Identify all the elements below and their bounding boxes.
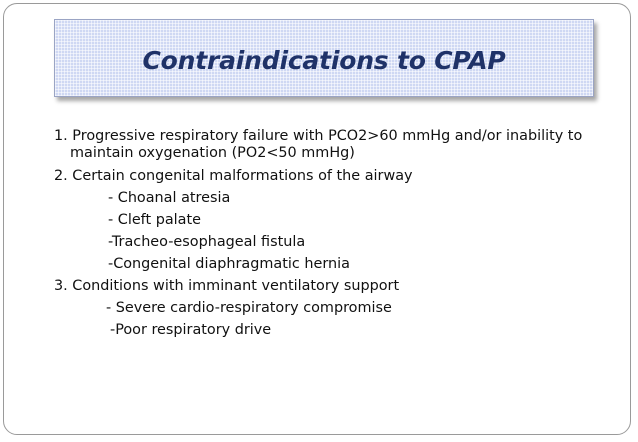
list-subitem-cleft-palate: - Cleft palate <box>108 212 201 228</box>
list-item-2: 2. Certain congenital malformations of the airway <box>54 168 413 184</box>
title-banner <box>54 19 594 97</box>
list-item-1 <box>54 126 614 165</box>
list-subitem-choanal-atresia: - Choanal atresia <box>108 190 231 206</box>
list-subitem-cardio-respiratory: - Severe cardio-respiratory compromise <box>106 300 392 316</box>
list-item-3: 3. Conditions with imminant ventilatory support <box>54 278 400 294</box>
list-subitem-poor-respiratory-drive: -Poor respiratory drive <box>110 322 272 338</box>
contraindications-list <box>54 126 614 341</box>
list-item-1-line2: maintain oxygenation (PO2<50 mmHg) <box>70 145 355 161</box>
slide-title: Contraindications to CPAP <box>142 45 506 75</box>
list-item-1-line1: 1. Progressive respiratory failure with PCO2>60 mmHg and/or inability to <box>54 128 583 144</box>
list-subitem-diaphragmatic-hernia: -Congenital diaphragmatic hernia <box>108 256 350 272</box>
list-subitem-tracheo-esophageal-fistula: -Tracheo-esophageal fistula <box>108 234 306 250</box>
